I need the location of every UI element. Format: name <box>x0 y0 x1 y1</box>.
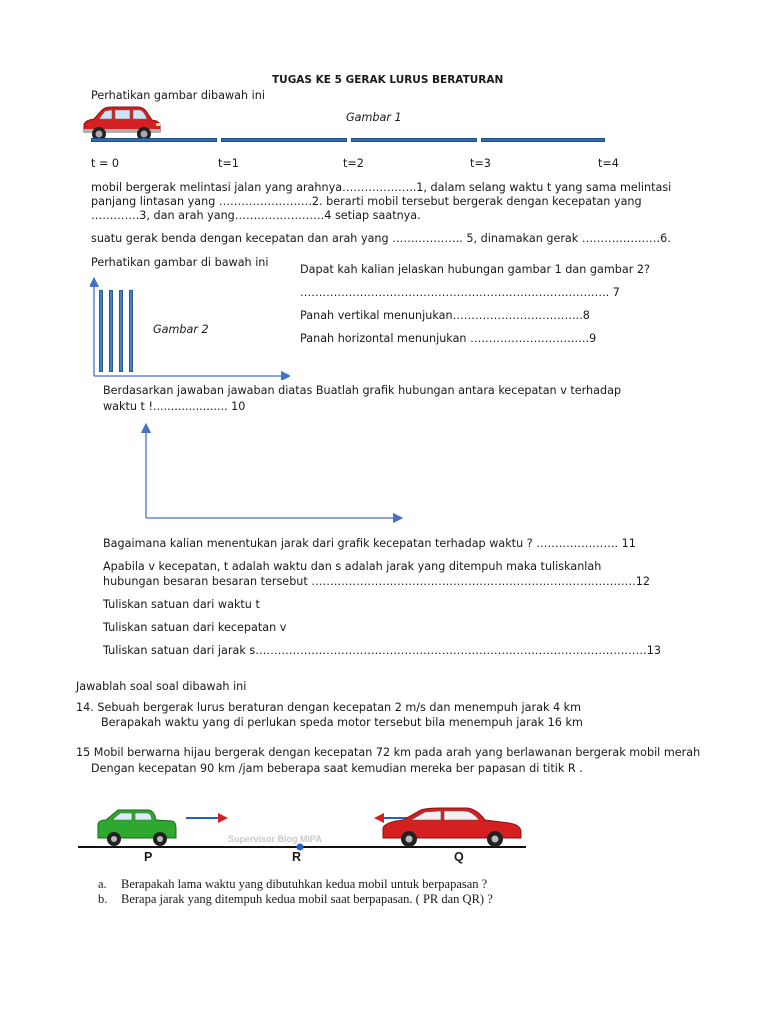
question-15a: Berapakah lama waktu yang dibutuhkan kedua mobil untuk berpapasan ? <box>121 877 488 891</box>
question-15: Dengan kecepatan 90 km /jam beberapa saat kemudian mereka ber papasan di titik R . <box>91 762 583 775</box>
question-14: Berapakah waktu yang di perlukan speda motor tersebut bila menempuh jarak 16 km <box>101 716 583 729</box>
question-text: Tuliskan satuan dari waktu t <box>103 598 260 611</box>
velocity-bar <box>99 290 103 372</box>
right-arrow-icon <box>186 809 230 821</box>
velocity-bar <box>119 290 123 372</box>
question-text: suatu gerak benda dengan kecepatan dan arah yang ………………. 5, dinamakan gerak …………………6. <box>91 232 671 245</box>
question-text: Tuliskan satuan dari kecepatan v <box>103 621 287 634</box>
question-text: mobil bergerak melintasi jalan yang arahnya………………..1, dalam selang waktu t yang sama melintasi <box>91 181 672 194</box>
question-14: 14. Sebuah bergerak lurus beraturan dengan kecepatan 2 m/s dan menempuh jarak 4 km <box>76 701 582 714</box>
time-label: t=4 <box>598 157 619 170</box>
question-15: 15 Mobil berwarna hijau bergerak dengan kecepatan 72 km pada arah yang berlawanan bergerak mobil merah <box>76 746 701 759</box>
green-car-icon <box>96 806 178 848</box>
section-heading: Jawablah soal soal dibawah ini <box>76 680 247 693</box>
page-title: TUGAS KE 5 GERAK LURUS BERATURAN <box>272 74 504 86</box>
road-segment <box>221 138 347 142</box>
velocity-bar <box>129 290 133 372</box>
intro-text-1: Perhatikan gambar dibawah ini <box>91 89 265 102</box>
question-12: Apabila v kecepatan, t adalah waktu dan s adalah jarak yang ditempuh maka tuliskanlah <box>103 560 602 573</box>
question-text: ………….3, dan arah yang……………………4 setiap saatnya. <box>91 209 421 222</box>
point-label-q: Q <box>454 850 464 864</box>
question-15b: Berapa jarak yang ditempuh kedua mobil saat berpapasan. ( PR dan QR) ? <box>121 892 493 906</box>
figure-1-label: Gambar 1 <box>346 111 402 124</box>
question-10: waktu t !..................... 10 <box>103 400 246 413</box>
point-label-r: R <box>292 850 302 864</box>
road-segment <box>481 138 605 142</box>
question-text: panjang lintasan yang …………………….2. berarti mobil tersebut bergerak dengan kecepatan yang <box>91 195 642 208</box>
road-segment <box>351 138 477 142</box>
intro-text-2: Perhatikan gambar di bawah ini <box>91 256 269 269</box>
question-12: hubungan besaran besaran tersebut ……………………………………………………………………………12 <box>103 575 650 588</box>
question-11: Bagaimana kalian menentukan jarak dari grafik kecepatan terhadap waktu ? …………………. 11 <box>103 537 636 550</box>
figure-2-label: Gambar 2 <box>153 323 209 336</box>
road-segment <box>91 138 217 142</box>
question-8: Panah vertikal menunjukan……………………………..8 <box>300 309 590 322</box>
list-marker: b. <box>98 892 108 906</box>
velocity-bar <box>109 290 113 372</box>
question-9: Panah horizontal menunjukan …………………………..9 <box>300 332 597 345</box>
time-label: t=3 <box>470 157 491 170</box>
red-car-icon <box>381 806 523 848</box>
empty-graph-axes <box>138 422 404 526</box>
time-label: t = 0 <box>91 157 119 170</box>
question-text: Dapat kah kalian jelaskan hubungan gambar 1 dan gambar 2? <box>300 263 650 276</box>
time-label: t=1 <box>218 157 239 170</box>
question-10: Berdasarkan jawaban jawaban diatas Buatlah grafik hubungan antara kecepatan v terhadap <box>103 384 622 397</box>
point-label-p: P <box>144 850 153 864</box>
question-7: ……………………………………………………………………….. 7 <box>300 286 620 299</box>
list-marker: a. <box>98 877 107 891</box>
watermark: Supervisor Blog MIPA <box>228 834 322 844</box>
time-label: t=2 <box>343 157 364 170</box>
question-13: Tuliskan satuan dari jarak s……………………………………………………………………………………………13 <box>103 644 662 657</box>
